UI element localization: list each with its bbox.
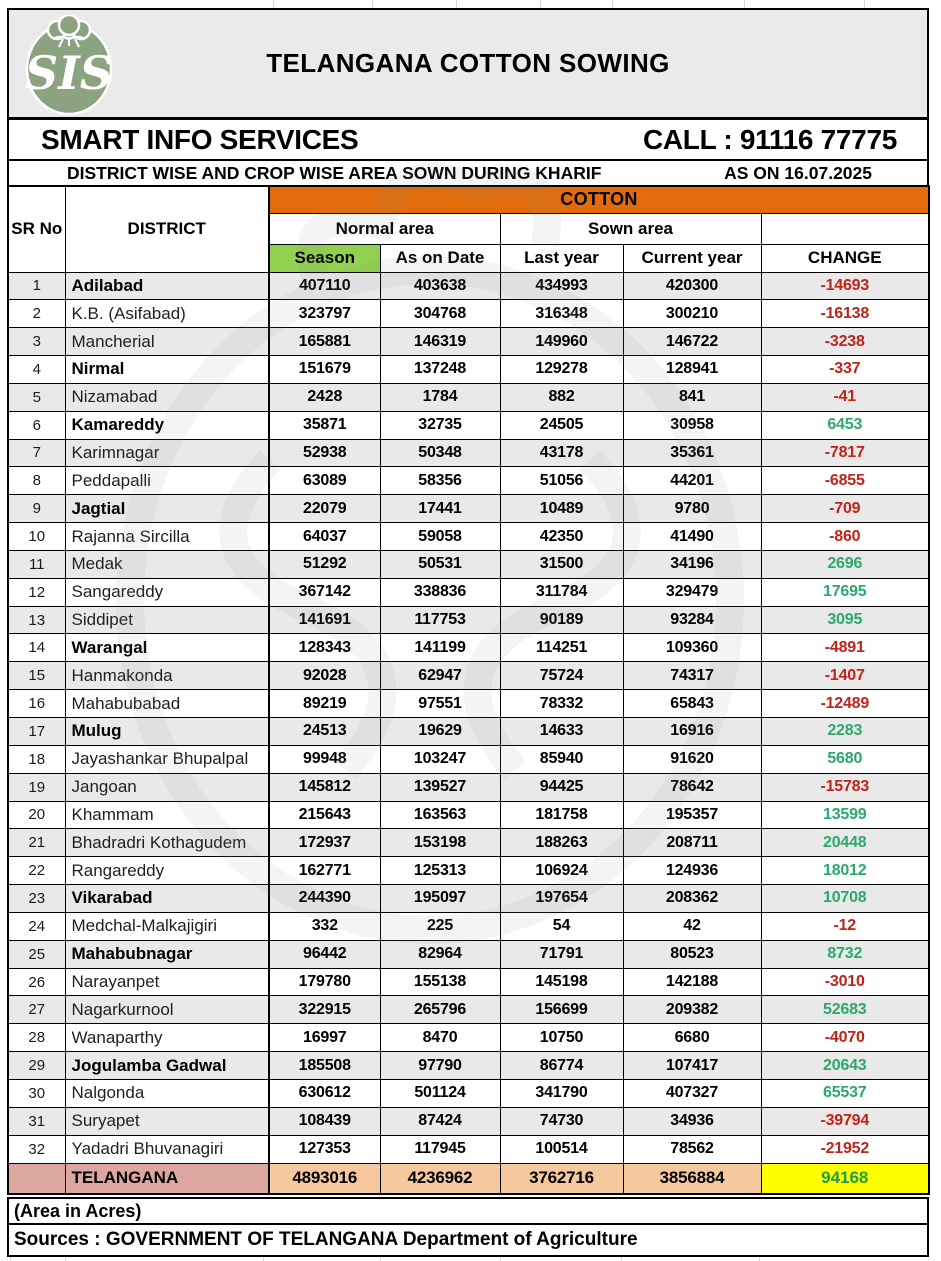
season-cell: 165881 — [269, 328, 380, 356]
season-cell: 172937 — [269, 829, 380, 857]
district-cell: K.B. (Asifabad) — [65, 300, 269, 328]
subtitle-bar — [7, 159, 929, 187]
as-on-date: AS ON 16.07.2025 — [724, 162, 872, 183]
change-cell: 17695 — [761, 578, 929, 606]
district-cell: Jayashankar Bhupalpal — [65, 745, 269, 773]
as-on-date-cell: 117753 — [380, 606, 500, 634]
table-row — [8, 801, 929, 829]
table-row — [8, 1052, 929, 1080]
as-on-date-cell: 137248 — [380, 356, 500, 384]
sr-cell: 9 — [8, 495, 65, 523]
as-on-date-cell: 103247 — [380, 745, 500, 773]
last-year-cell: 311784 — [500, 578, 623, 606]
last-year-cell: 51056 — [500, 467, 623, 495]
total-last-year: 3762716 — [500, 1163, 623, 1194]
season-cell: 322915 — [269, 996, 380, 1024]
last-year-cell: 100514 — [500, 1135, 623, 1163]
current-year-cell: 128941 — [623, 356, 761, 384]
season-cell: 323797 — [269, 300, 380, 328]
sources-bar — [7, 1223, 929, 1257]
sr-cell: 14 — [8, 634, 65, 662]
last-year-cell: 54 — [500, 912, 623, 940]
change-cell: -12 — [761, 912, 929, 940]
last-year-cell: 90189 — [500, 606, 623, 634]
current-year-cell: 407327 — [623, 1079, 761, 1107]
current-year-cell: 34936 — [623, 1107, 761, 1135]
district-cell: Rangareddy — [65, 857, 269, 885]
change-cell: -16138 — [761, 300, 929, 328]
table-row — [8, 523, 929, 551]
as-on-date-cell: 97551 — [380, 690, 500, 718]
total-current-year: 3856884 — [623, 1163, 761, 1194]
current-year-cell: 208711 — [623, 829, 761, 857]
season-cell: 128343 — [269, 634, 380, 662]
current-year-cell: 420300 — [623, 272, 761, 300]
as-on-date-cell: 17441 — [380, 495, 500, 523]
district-cell: Suryapet — [65, 1107, 269, 1135]
table-row — [8, 439, 929, 467]
as-on-date-cell: 50531 — [380, 550, 500, 578]
current-year-cell: 34196 — [623, 550, 761, 578]
season-cell: 215643 — [269, 801, 380, 829]
season-cell: 108439 — [269, 1107, 380, 1135]
as-on-date-cell: 139527 — [380, 773, 500, 801]
total-district: TELANGANA — [65, 1163, 269, 1194]
table-row — [8, 1135, 929, 1163]
as-on-date-cell: 403638 — [380, 272, 500, 300]
season-cell: 52938 — [269, 439, 380, 467]
last-year-cell: 86774 — [500, 1052, 623, 1080]
district-cell: Narayanpet — [65, 968, 269, 996]
change-cell: -3010 — [761, 968, 929, 996]
district-cell: Siddipet — [65, 606, 269, 634]
current-year-cell: 109360 — [623, 634, 761, 662]
sr-cell: 15 — [8, 662, 65, 690]
last-year-cell: 341790 — [500, 1079, 623, 1107]
district-cell: Mancherial — [65, 328, 269, 356]
as-on-date-cell: 125313 — [380, 857, 500, 885]
current-year-cell: 44201 — [623, 467, 761, 495]
last-year-cell: 197654 — [500, 885, 623, 913]
total-row — [8, 1163, 929, 1194]
table-row — [8, 745, 929, 773]
table-area — [7, 185, 929, 1195]
sr-cell: 28 — [8, 1024, 65, 1052]
current-year-cell: 80523 — [623, 940, 761, 968]
sr-cell: 32 — [8, 1135, 65, 1163]
change-cell: -337 — [761, 356, 929, 384]
current-year-cell: 35361 — [623, 439, 761, 467]
total-change: 94168 — [761, 1163, 929, 1194]
as-on-date-cell: 501124 — [380, 1079, 500, 1107]
as-on-date-cell: 82964 — [380, 940, 500, 968]
change-cell: -709 — [761, 495, 929, 523]
table-row — [8, 467, 929, 495]
change-cell: -6855 — [761, 467, 929, 495]
district-cell: Mulug — [65, 718, 269, 746]
change-cell: -14693 — [761, 272, 929, 300]
last-year-cell: 10750 — [500, 1024, 623, 1052]
last-year-cell: 882 — [500, 383, 623, 411]
district-cell: Khammam — [65, 801, 269, 829]
col-group-sown-area: Sown area — [500, 213, 761, 244]
change-cell: -4891 — [761, 634, 929, 662]
table-row — [8, 300, 929, 328]
sr-cell: 1 — [8, 272, 65, 300]
table-row — [8, 411, 929, 439]
as-on-date-cell: 153198 — [380, 829, 500, 857]
change-cell: 6453 — [761, 411, 929, 439]
current-year-cell: 841 — [623, 383, 761, 411]
as-on-date-cell: 59058 — [380, 523, 500, 551]
sr-cell: 26 — [8, 968, 65, 996]
as-on-date-cell: 1784 — [380, 383, 500, 411]
season-cell: 92028 — [269, 662, 380, 690]
sr-cell: 18 — [8, 745, 65, 773]
table-row — [8, 1024, 929, 1052]
current-year-cell: 78562 — [623, 1135, 761, 1163]
current-year-cell: 300210 — [623, 300, 761, 328]
total-as-on-date: 4236962 — [380, 1163, 500, 1194]
season-cell: 99948 — [269, 745, 380, 773]
current-year-cell: 78642 — [623, 773, 761, 801]
header-banner — [7, 8, 929, 119]
col-header-as-on-date: As on Date — [380, 244, 500, 272]
as-on-date-cell: 265796 — [380, 996, 500, 1024]
as-on-date-cell: 50348 — [380, 439, 500, 467]
table-row — [8, 550, 929, 578]
district-cell: Kamareddy — [65, 411, 269, 439]
season-cell: 35871 — [269, 411, 380, 439]
last-year-cell: 316348 — [500, 300, 623, 328]
as-on-date-cell: 225 — [380, 912, 500, 940]
district-cell: Nizamabad — [65, 383, 269, 411]
last-year-cell: 14633 — [500, 718, 623, 746]
table-row — [8, 885, 929, 913]
sr-cell: 16 — [8, 690, 65, 718]
district-cell: Bhadradri Kothagudem — [65, 829, 269, 857]
current-year-cell: 9780 — [623, 495, 761, 523]
season-cell: 63089 — [269, 467, 380, 495]
change-cell: 65537 — [761, 1079, 929, 1107]
district-cell: Mahabubabad — [65, 690, 269, 718]
change-cell: -1407 — [761, 662, 929, 690]
logo-text: SIS — [25, 46, 113, 100]
district-cell: Jagtial — [65, 495, 269, 523]
table-row — [8, 1107, 929, 1135]
sr-cell: 29 — [8, 1052, 65, 1080]
change-cell: 5680 — [761, 745, 929, 773]
crop-header: COTTON — [269, 186, 929, 213]
district-cell: Nalgonda — [65, 1079, 269, 1107]
current-year-cell: 42 — [623, 912, 761, 940]
sr-cell: 7 — [8, 439, 65, 467]
change-cell: 20448 — [761, 829, 929, 857]
col-header-last-year: Last year — [500, 244, 623, 272]
as-on-date-cell: 338836 — [380, 578, 500, 606]
change-cell: 52683 — [761, 996, 929, 1024]
table-row — [8, 272, 929, 300]
as-on-date-cell: 117945 — [380, 1135, 500, 1163]
as-on-date-cell: 87424 — [380, 1107, 500, 1135]
district-cell: Nirmal — [65, 356, 269, 384]
as-on-date-cell: 32735 — [380, 411, 500, 439]
season-cell: 367142 — [269, 578, 380, 606]
district-cell: Adilabad — [65, 272, 269, 300]
season-cell: 630612 — [269, 1079, 380, 1107]
col-header-district: DISTRICT — [65, 186, 269, 272]
last-year-cell: 188263 — [500, 829, 623, 857]
change-cell: 10708 — [761, 885, 929, 913]
last-year-cell: 94425 — [500, 773, 623, 801]
district-cell: Jangoan — [65, 773, 269, 801]
season-cell: 96442 — [269, 940, 380, 968]
total-season: 4893016 — [269, 1163, 380, 1194]
last-year-cell: 43178 — [500, 439, 623, 467]
change-cell: -12489 — [761, 690, 929, 718]
district-cell: Warangal — [65, 634, 269, 662]
season-cell: 24513 — [269, 718, 380, 746]
current-year-cell: 142188 — [623, 968, 761, 996]
last-year-cell: 10489 — [500, 495, 623, 523]
company-bar — [7, 117, 929, 161]
table-row — [8, 662, 929, 690]
district-cell: Mahabubnagar — [65, 940, 269, 968]
season-cell: 332 — [269, 912, 380, 940]
table-row — [8, 328, 929, 356]
last-year-cell: 114251 — [500, 634, 623, 662]
change-cell: 2283 — [761, 718, 929, 746]
current-year-cell: 209382 — [623, 996, 761, 1024]
last-year-cell: 156699 — [500, 996, 623, 1024]
sr-cell: 10 — [8, 523, 65, 551]
table-body — [8, 272, 929, 1163]
change-cell: -41 — [761, 383, 929, 411]
table-row — [8, 1079, 929, 1107]
as-on-date-cell: 19629 — [380, 718, 500, 746]
as-on-date-cell: 58356 — [380, 467, 500, 495]
sr-cell: 8 — [8, 467, 65, 495]
col-header-change: CHANGE — [761, 244, 929, 272]
as-on-date-cell: 195097 — [380, 885, 500, 913]
district-cell: Rajanna Sircilla — [65, 523, 269, 551]
sr-cell: 24 — [8, 912, 65, 940]
current-year-cell: 93284 — [623, 606, 761, 634]
last-year-cell: 434993 — [500, 272, 623, 300]
sr-cell: 5 — [8, 383, 65, 411]
district-cell: Nagarkurnool — [65, 996, 269, 1024]
season-cell: 2428 — [269, 383, 380, 411]
change-cell: -3238 — [761, 328, 929, 356]
change-cell: -7817 — [761, 439, 929, 467]
sr-cell: 2 — [8, 300, 65, 328]
table-row — [8, 773, 929, 801]
season-cell: 162771 — [269, 857, 380, 885]
district-cell: Jogulamba Gadwal — [65, 1052, 269, 1080]
table-row — [8, 634, 929, 662]
sources-text: Sources : GOVERNMENT OF TELANGANA Department of Agriculture — [14, 1229, 638, 1250]
table-row — [8, 940, 929, 968]
sr-cell: 19 — [8, 773, 65, 801]
current-year-cell: 195357 — [623, 801, 761, 829]
as-on-date-cell: 304768 — [380, 300, 500, 328]
district-cell: Medak — [65, 550, 269, 578]
district-cell: Peddapalli — [65, 467, 269, 495]
current-year-cell: 146722 — [623, 328, 761, 356]
sr-cell: 25 — [8, 940, 65, 968]
change-cell: -39794 — [761, 1107, 929, 1135]
area-note-bar — [7, 1197, 929, 1225]
table-row — [8, 356, 929, 384]
sr-cell: 22 — [8, 857, 65, 885]
col-header-season: Season — [269, 244, 380, 272]
current-year-cell: 124936 — [623, 857, 761, 885]
as-on-date-cell: 62947 — [380, 662, 500, 690]
season-cell: 179780 — [269, 968, 380, 996]
sr-cell: 11 — [8, 550, 65, 578]
season-cell: 145812 — [269, 773, 380, 801]
current-year-cell: 41490 — [623, 523, 761, 551]
change-cell: -4070 — [761, 1024, 929, 1052]
last-year-cell: 149960 — [500, 328, 623, 356]
district-cell: Hanmakonda — [65, 662, 269, 690]
sr-cell: 30 — [8, 1079, 65, 1107]
current-year-cell: 208362 — [623, 885, 761, 913]
table-row — [8, 996, 929, 1024]
table-row — [8, 578, 929, 606]
sr-cell: 20 — [8, 801, 65, 829]
district-cell: Yadadri Bhuvanagiri — [65, 1135, 269, 1163]
company-name: SMART INFO SERVICES — [41, 123, 359, 155]
col-header-current-year: Current year — [623, 244, 761, 272]
header-row-crop — [8, 186, 929, 213]
as-on-date-cell: 8470 — [380, 1024, 500, 1052]
current-year-cell: 65843 — [623, 690, 761, 718]
total-sr-cell — [8, 1163, 65, 1194]
last-year-cell: 78332 — [500, 690, 623, 718]
season-cell: 64037 — [269, 523, 380, 551]
season-cell: 151679 — [269, 356, 380, 384]
table-row — [8, 912, 929, 940]
current-year-cell: 6680 — [623, 1024, 761, 1052]
change-cell: 8732 — [761, 940, 929, 968]
sr-cell: 23 — [8, 885, 65, 913]
current-year-cell: 74317 — [623, 662, 761, 690]
as-on-date-cell: 163563 — [380, 801, 500, 829]
sr-cell: 4 — [8, 356, 65, 384]
sr-cell: 21 — [8, 829, 65, 857]
table-row — [8, 968, 929, 996]
sr-cell: 3 — [8, 328, 65, 356]
last-year-cell: 42350 — [500, 523, 623, 551]
season-cell: 16997 — [269, 1024, 380, 1052]
change-cell: 13599 — [761, 801, 929, 829]
current-year-cell: 329479 — [623, 578, 761, 606]
district-cell: Sangareddy — [65, 578, 269, 606]
season-cell: 141691 — [269, 606, 380, 634]
as-on-date-cell: 155138 — [380, 968, 500, 996]
sr-cell: 6 — [8, 411, 65, 439]
current-year-cell: 91620 — [623, 745, 761, 773]
last-year-cell: 24505 — [500, 411, 623, 439]
season-cell: 244390 — [269, 885, 380, 913]
area-note: (Area in Acres) — [14, 1200, 142, 1221]
current-year-cell: 30958 — [623, 411, 761, 439]
as-on-date-cell: 141199 — [380, 634, 500, 662]
last-year-cell: 106924 — [500, 857, 623, 885]
table-row — [8, 495, 929, 523]
change-cell: 2696 — [761, 550, 929, 578]
district-cell: Vikarabad — [65, 885, 269, 913]
table-row — [8, 383, 929, 411]
last-year-cell: 71791 — [500, 940, 623, 968]
table-row — [8, 857, 929, 885]
change-cell: 18012 — [761, 857, 929, 885]
sr-cell: 17 — [8, 718, 65, 746]
district-table — [7, 185, 930, 1195]
season-cell: 185508 — [269, 1052, 380, 1080]
sr-cell: 31 — [8, 1107, 65, 1135]
last-year-cell: 31500 — [500, 550, 623, 578]
table-row — [8, 606, 929, 634]
as-on-date-cell: 146319 — [380, 328, 500, 356]
as-on-date-cell: 97790 — [380, 1052, 500, 1080]
current-year-cell: 16916 — [623, 718, 761, 746]
season-cell: 407110 — [269, 272, 380, 300]
sr-cell: 12 — [8, 578, 65, 606]
change-cell: -21952 — [761, 1135, 929, 1163]
change-cell: 20643 — [761, 1052, 929, 1080]
season-cell: 89219 — [269, 690, 380, 718]
table-row — [8, 829, 929, 857]
season-cell: 22079 — [269, 495, 380, 523]
district-cell: Wanaparthy — [65, 1024, 269, 1052]
sr-cell: 27 — [8, 996, 65, 1024]
change-cell: -15783 — [761, 773, 929, 801]
col-group-blank — [761, 213, 929, 244]
sr-cell: 13 — [8, 606, 65, 634]
district-cell: Medchal-Malkajigiri — [65, 912, 269, 940]
table-row — [8, 690, 929, 718]
last-year-cell: 129278 — [500, 356, 623, 384]
current-year-cell: 107417 — [623, 1052, 761, 1080]
change-cell: 3095 — [761, 606, 929, 634]
season-cell: 127353 — [269, 1135, 380, 1163]
season-cell: 51292 — [269, 550, 380, 578]
col-group-normal-area: Normal area — [269, 213, 500, 244]
call-number: CALL : 91116 77775 — [642, 123, 897, 155]
district-cell: Karimnagar — [65, 439, 269, 467]
col-header-sr-no: SR No — [8, 186, 65, 272]
last-year-cell: 75724 — [500, 662, 623, 690]
report-subtitle: DISTRICT WISE AND CROP WISE AREA SOWN DURING KHARIF — [67, 162, 602, 183]
change-cell: -860 — [761, 523, 929, 551]
last-year-cell: 181758 — [500, 801, 623, 829]
table-row — [8, 718, 929, 746]
last-year-cell: 85940 — [500, 745, 623, 773]
last-year-cell: 74730 — [500, 1107, 623, 1135]
page-title: TELANGANA COTTON SOWING — [266, 48, 670, 78]
last-year-cell: 145198 — [500, 968, 623, 996]
